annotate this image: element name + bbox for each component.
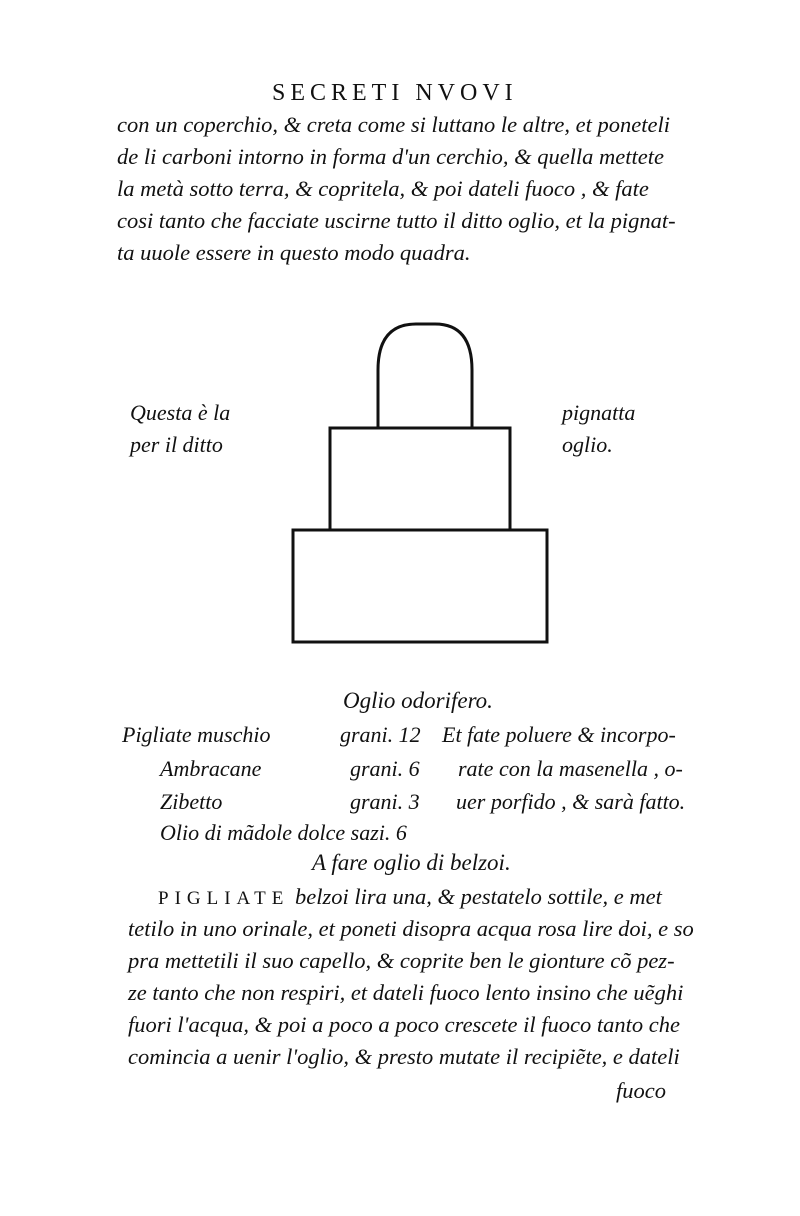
vessel-cap (378, 324, 472, 428)
figure-label-right: oglio. (562, 432, 613, 457)
paragraph-line: la metà sotto terra, & copritela, & poi dateli fuoco , & fate (117, 176, 649, 201)
quantity: grani. 3 (350, 789, 420, 814)
figure-label-left: per il ditto (130, 432, 223, 457)
lead-word: PIGLIATE (158, 888, 290, 909)
ingredient: Pigliate muschio (122, 722, 271, 747)
figure-label-right: pignatta (562, 400, 636, 425)
quantity: grani. 6 (350, 756, 420, 781)
line-text: belzoi lira una, & pestatelo sottile, e met (295, 884, 662, 909)
paragraph-line: ze tanto che non respiri, et dateli fuoco lento insino che uẽghi (128, 980, 684, 1005)
quantity: grani. 12 (340, 722, 421, 747)
vessel-base (293, 530, 547, 642)
paragraph-line: fuori l'acqua, & poi a poco a poco crescete il fuoco tanto che (128, 1012, 680, 1037)
paragraph-line: ta uuole essere in questo modo quadra. (117, 240, 471, 265)
ingredient: Zibetto (160, 789, 223, 814)
ingredient: Olio di mãdole dolce sazi. 6 (160, 820, 407, 845)
paragraph-line: con un coperchio, & creta come si luttano le altre, et poneteli (117, 112, 670, 137)
catchword: fuoco (616, 1078, 666, 1103)
paragraph-line: cosi tanto che facciate uscirne tutto il ditto oglio, et la pignat- (117, 208, 676, 233)
vessel-middle (330, 428, 510, 530)
paragraph-line (158, 884, 662, 910)
running-head: SECRETI NVOVI (272, 80, 518, 106)
recipe-instruction: rate con la masenella , o- (458, 756, 683, 781)
paragraph-line: pra mettetili il suo capello, & coprite ben le gionture cõ pez- (128, 948, 675, 973)
pignatta-figure (280, 310, 570, 650)
paragraph-line: de li carboni intorno in forma d'un cerchio, & quella mettete (117, 144, 665, 169)
paragraph-line: comincia a uenir l'oglio, & presto mutate il recipiẽte, e dateli (128, 1044, 680, 1069)
figure-label-left: Questa è la (130, 400, 231, 425)
recipe-instruction: uer porfido , & sarà fatto. (456, 789, 686, 814)
ingredient: Ambracane (160, 756, 262, 781)
recipe-title: Oglio odorifero. (343, 688, 493, 713)
recipe-title: A fare oglio di belzoi. (312, 850, 511, 875)
paragraph-line: tetilo in uno orinale, et poneti disopra acqua rosa lire doi, e so (128, 916, 694, 941)
recipe-instruction: Et fate poluere & incorpo- (442, 722, 676, 747)
